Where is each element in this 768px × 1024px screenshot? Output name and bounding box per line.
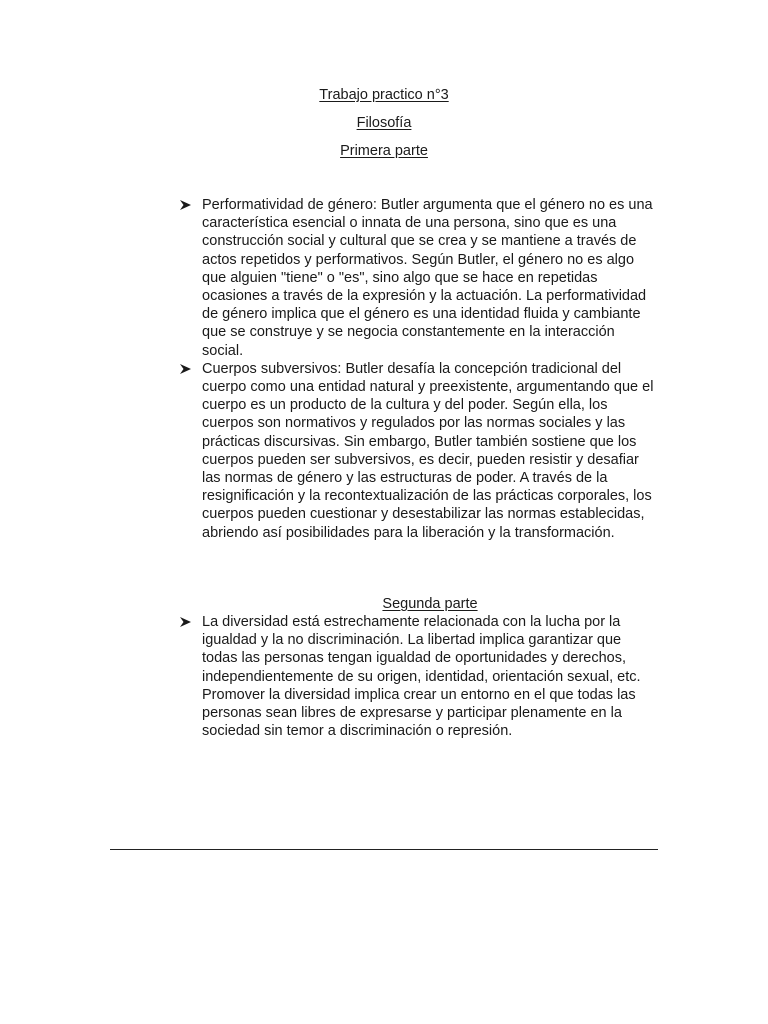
document-title: Trabajo practico n°3 [319, 87, 449, 103]
bullet-item-diversity [180, 613, 658, 740]
document-subject: Filosofía [356, 115, 412, 131]
bullet-text: Performatividad de género: Butler argumenta que el género no es una característica esencial o innata de una persona, sino que es una construcción social y cultural que se crea y se mantiene a través de actos repetidos y performativos. Según Butler, el género no es algo que alguien "tiene" o "es", sino algo que se hace en repetidas ocasiones a través de la expresión y la actuación. La performatividad de género implica que el género es una identidad fluida y cambiante que se construye y se negocia constantemente en la interacción social. [202, 197, 653, 359]
part-two-heading: Segunda parte [382, 596, 478, 612]
bullet-item-subversive-bodies [180, 360, 658, 542]
bullet-item-gender-performativity [180, 196, 658, 360]
bullet-text: La diversidad está estrechamente relacionada con la lucha por la igualdad y la no discriminación. La libertad implica garantizar que todas las personas tengan igualdad de oportunidades y derechos, independientemente de su origen, identidad, orientación sexual, etc. Promover la diversidad implica crear un entorno en el que todas las personas sean libres de expresarse y participar plenamente en la sociedad sin temor a discriminación o represión. [202, 614, 641, 740]
arrowhead-bullet-icon [180, 196, 192, 214]
bullet-text: Cuerpos subversivos: Butler desafía la concepción tradicional del cuerpo como una entidad natural y preexistente, argumentando que el cuerpo es un producto de la cultura y del poder. Según ella, los cuerpos son normativos y regulados por las normas sociales y las prácticas discursivas. Sin embargo, Butler también sostiene que los cuerpos pueden ser subversivos, es decir, pueden resistir y desafiar las normas de género y las estructuras de poder. A través de la resignificación y la recontextualización de las prácticas corporales, los cuerpos pueden cuestionar y desestabilizar las normas establecidas, abriendo así posibilidades para la liberación y la transformación. [202, 360, 654, 541]
part-one-heading: Primera parte [340, 143, 428, 159]
footer-divider [110, 849, 658, 850]
arrowhead-bullet-icon [180, 613, 192, 631]
arrowhead-bullet-icon [180, 360, 192, 378]
part-two-bullet-list [180, 613, 658, 740]
part-one-bullet-list [180, 196, 658, 542]
